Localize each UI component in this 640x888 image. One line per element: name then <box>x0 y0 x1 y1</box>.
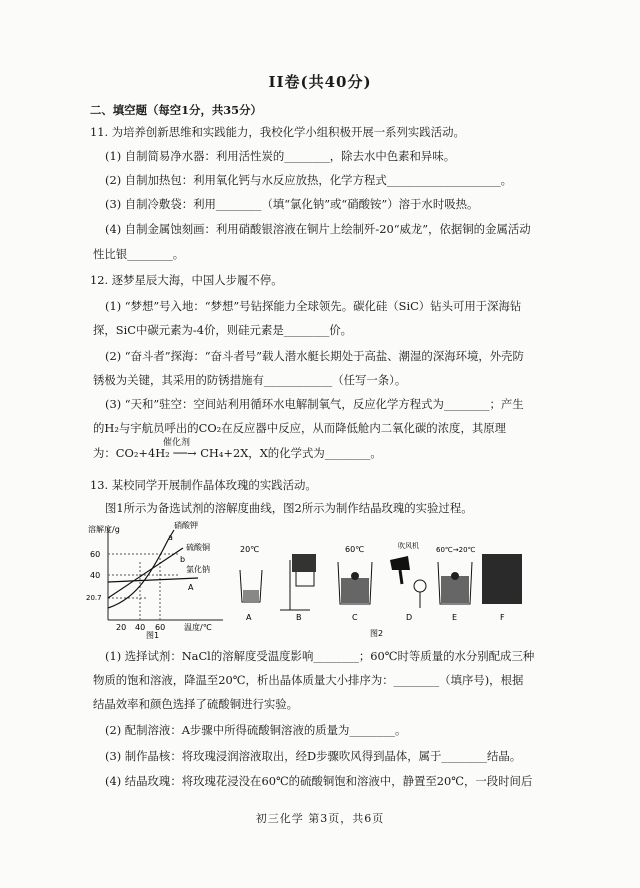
hair-dryer-d <box>390 556 426 608</box>
q12-part-2: (2) “奋斗者”探海：“奋斗者号”载人潜水艇长期处于高盐、潮湿的深海环境，外壳防 <box>105 349 524 363</box>
q13-part-1-cont: 物质的饱和溶液，降温至20℃，析出晶体质量大小排序为：________（填序号)，根据 <box>93 673 524 687</box>
section-title: II卷(共40分) <box>268 73 372 91</box>
beaker-c <box>338 562 372 604</box>
q13-intro: 图1所示为备选试剂的溶解度曲线，图2所示为制作结晶玫瑰的实验过程。 <box>105 501 473 515</box>
step-f: F <box>500 613 505 622</box>
q12-part-1-cont: 探，SiC中碳元素为-4价，则硅元素是________价。 <box>93 323 353 337</box>
fig1-series-c: A <box>188 583 194 592</box>
fig1-xtick-20: 20 <box>116 623 127 632</box>
step-d: D <box>406 613 413 622</box>
q11-part-4: (4) 自制金属蚀刻画：利用硝酸银溶液在铜片上绘制歼-20“威龙”，依据铜的金属活动 <box>105 222 531 236</box>
fig1-ylabel: 溶解度/g <box>88 525 120 534</box>
fig1-ytick-40: 40 <box>90 571 101 580</box>
step-c: C <box>352 613 358 622</box>
q11-part-2: (2) 自制加热包：利用氧化钙与水反应放热，化学方程式____________________。 <box>105 173 513 187</box>
fig1-ytick-60: 60 <box>90 550 101 559</box>
fig1-xtick-60: 60 <box>155 623 166 632</box>
fig2-temp-60: 60℃ <box>345 545 365 554</box>
fig2-hair-dryer: 吹风机 <box>398 542 419 550</box>
question-13-stem: 13. 某校同学开展制作晶体玫瑰的实践活动。 <box>90 478 317 492</box>
q11-part-1: (1) 自制简易净水器：利用活性炭的________，除去水中色素和异味。 <box>105 149 456 163</box>
fig1-label-nacl: 氯化钠 <box>186 565 210 574</box>
q12-part-3-cont: 的H₂与宇航员呼出的CO₂在反应器中反应，从而降低舱内二氧化碳的浓度，其原理 <box>93 421 507 435</box>
crystal-rose-photo <box>482 554 522 604</box>
q13-part-4: (4) 结晶玫瑰：将玫瑰花浸没在60℃的硫酸铜饱和溶液中，静置至20℃，一段时间后 <box>105 774 533 788</box>
q13-part-1: (1) 选择试剂：NaCl的溶解度受温度影响________；60℃时等质量的水分别配成三种 <box>105 649 535 663</box>
catalyst-label: 催化剂 <box>163 438 191 448</box>
step-e: E <box>452 613 458 622</box>
q12-equation: 为：CO₂+4H₂ ──→ CH₄+2X，X的化学式为________。 <box>93 446 382 460</box>
fig1-label-kno3: 硝酸钾 <box>174 521 198 530</box>
fig2-temp-20: 20℃ <box>240 545 260 554</box>
fig1-ytick-20-7: 20.7 <box>86 594 102 602</box>
page-footer: 初三化学 第3页，共6页 <box>255 812 385 825</box>
section-heading: 二、填空题（每空1分，共35分） <box>90 103 262 117</box>
process-figure <box>230 540 530 640</box>
fig1-caption: 图1 <box>146 631 160 640</box>
fig2-temp-60-20: 60℃→20℃ <box>436 546 476 554</box>
question-12-stem: 12. 逐梦星辰大海，中国人步履不停。 <box>90 273 283 287</box>
solubility-chart <box>88 520 228 640</box>
fig1-xtick-40: 40 <box>135 623 146 632</box>
step-b: B <box>296 613 302 622</box>
q13-part-2: (2) 配制溶液：A步骤中所得硫酸铜溶液的质量为________。 <box>105 723 407 737</box>
fig1-label-cuso4: 硫酸铜 <box>186 543 210 552</box>
fig1-series-a: a <box>168 533 173 542</box>
q12-part-2-cont: 锈极为关键，其采用的防锈措施有____________（任写一条）。 <box>93 373 407 387</box>
q11-part-4-cont: 性比银________。 <box>93 247 185 261</box>
step-a: A <box>246 613 252 622</box>
beaker-a <box>240 570 262 602</box>
fig2-caption: 图2 <box>370 629 384 638</box>
curve-sodium-chloride <box>108 578 198 582</box>
beaker-e <box>438 562 472 604</box>
fig1-xlabel: 温度/℃ <box>184 623 212 632</box>
curve-potassium-nitrate <box>108 530 174 608</box>
q13-part-3: (3) 制作晶核：将玫瑰浸润溶液取出，经D步骤吹风得到晶体，属于________结晶。 <box>105 749 522 763</box>
q12-part-1: (1) “梦想”号入地：“梦想”号钻探能力全球领先。碳化硅（SiC）钻头可用于深海钻 <box>105 299 522 313</box>
q13-part-1-cont2: 结晶效率和颜色选择了硫酸铜进行实验。 <box>93 697 299 711</box>
question-11-stem: 11. 为培养创新思维和实践能力，我校化学小组积极开展一系列实践活动。 <box>90 125 465 139</box>
curve-copper-sulfate <box>108 548 186 598</box>
q12-part-3: (3) “天和”驻空：空间站利用循环水电解制氧气，反应化学方程式为________；产生 <box>105 397 524 411</box>
q11-part-3: (3) 自制冷敷袋：利用________（填“氯化钠”或“硝酸铵”）溶于水时吸热。 <box>105 197 479 211</box>
heating-setup-b <box>280 554 316 610</box>
fig1-series-b: b <box>180 555 186 564</box>
